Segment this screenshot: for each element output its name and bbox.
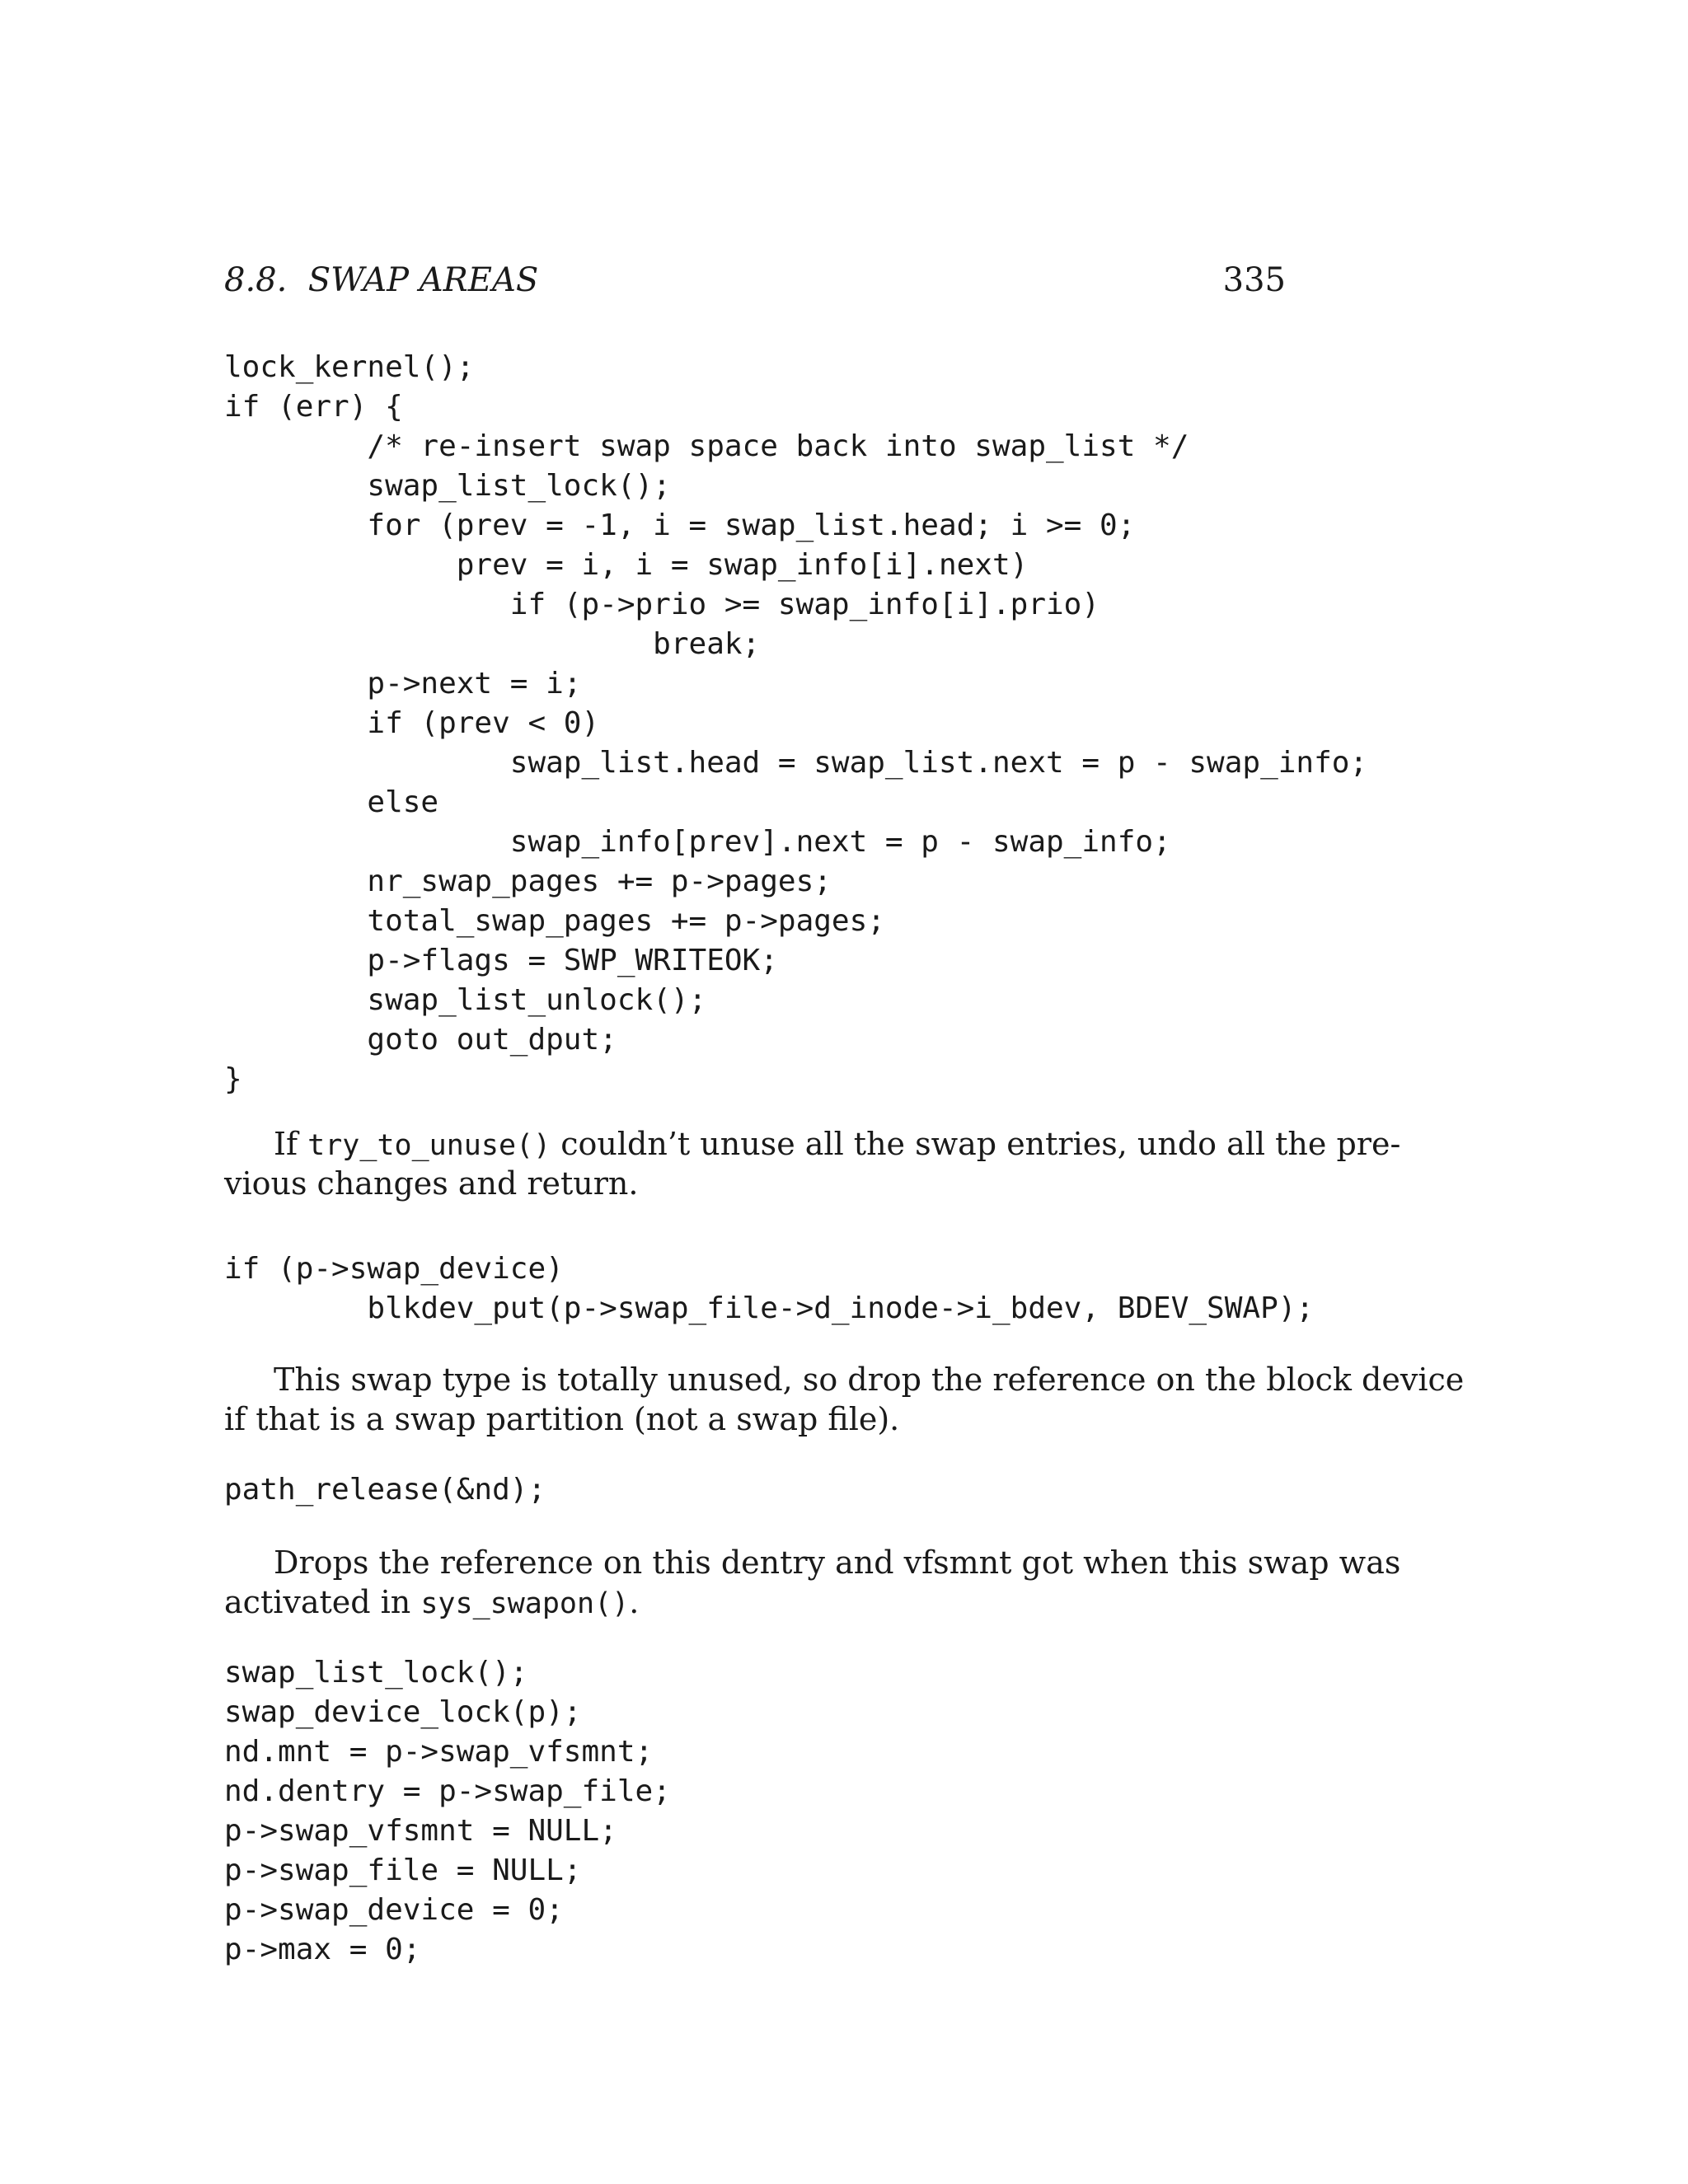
code-line: p->swap_device = 0;	[224, 1893, 564, 1927]
paragraph-line: Drops the reference on this dentry and vfsmnt got when this swap was	[274, 1544, 1401, 1581]
code-line: nd.dentry = p->swap_file;	[224, 1774, 671, 1808]
paragraph-line: This swap type is totally unused, so drop the reference on the block device	[274, 1361, 1465, 1398]
paragraph-line: vious changes and return.	[224, 1165, 639, 1202]
code-line: else	[224, 785, 439, 819]
code-line: for (prev = -1, i = swap_list.head; i >= 0;	[224, 509, 1136, 542]
code-line: goto out_dput;	[224, 1023, 617, 1057]
code-line: p->swap_vfsmnt = NULL;	[224, 1814, 617, 1848]
code-line: swap_list_lock();	[224, 469, 671, 503]
paragraph-line	[224, 1582, 1286, 1622]
page-header	[224, 255, 1286, 305]
code-line: swap_list_lock();	[224, 1656, 528, 1690]
code-line: swap_device_lock(p);	[224, 1695, 582, 1729]
running-head: 8.8. SWAP AREAS	[224, 261, 539, 299]
page-number: 335	[1222, 261, 1286, 299]
code-line: p->swap_file = NULL;	[224, 1854, 582, 1887]
code-line: swap_list_unlock();	[224, 983, 707, 1017]
code-line: /* re-insert swap space back into swap_list */	[224, 429, 1189, 463]
paragraph-line: if that is a swap partition (not a swap file).	[224, 1401, 900, 1437]
code-block-blkdev-put	[224, 1249, 1337, 1329]
code-line: prev = i, i = swap_info[i].next)	[224, 548, 1029, 582]
code-line: break;	[224, 627, 761, 661]
code-line: path_release(&nd);	[224, 1473, 546, 1507]
text-run: If	[274, 1126, 308, 1162]
code-line: if (err) {	[224, 390, 403, 424]
paragraph-line	[224, 1124, 1401, 1164]
inline-code: sys_swapon()	[420, 1587, 630, 1620]
code-line: p->next = i;	[224, 667, 582, 701]
paragraph-try-to-unuse	[224, 1124, 1401, 1203]
code-line: swap_list.head = swap_list.next = p - swap_info;	[224, 746, 1368, 780]
code-listing	[224, 1470, 1337, 1510]
code-line: nd.mnt = p->swap_vfsmnt;	[224, 1735, 654, 1769]
code-line: if (p->prio >= swap_info[i].prio)	[224, 588, 1100, 621]
code-line: p->flags = SWP_WRITEOK;	[224, 944, 778, 977]
paragraph-drops-reference	[224, 1543, 1401, 1622]
code-block-reset-fields	[224, 1653, 1337, 1970]
code-line: p->max = 0;	[224, 1933, 421, 1966]
code-line: if (p->swap_device)	[224, 1252, 564, 1286]
paragraph-swap-type-unused	[224, 1360, 1465, 1439]
code-line: total_swap_pages += p->pages;	[224, 904, 885, 938]
text-run: activated in	[224, 1584, 421, 1620]
code-line: nr_swap_pages += p->pages;	[224, 865, 832, 898]
code-listing	[224, 1653, 1337, 1970]
code-listing	[224, 1249, 1337, 1329]
code-line: swap_info[prev].next = p - swap_info;	[224, 825, 1171, 859]
code-listing	[224, 348, 1368, 1099]
code-block-path-release	[224, 1470, 1337, 1510]
text-run: couldn’t unuse all the swap entries, undo all the pre-	[551, 1126, 1401, 1162]
code-line: blkdev_put(p->swap_file->d_inode->i_bdev, BDEV_SWAP);	[224, 1291, 1315, 1325]
inline-code: try_to_unuse()	[307, 1129, 551, 1162]
code-block-error-handling	[224, 348, 1368, 1099]
code-line: lock_kernel();	[224, 350, 475, 384]
code-line: if (prev < 0)	[224, 706, 600, 740]
code-line: }	[224, 1062, 242, 1096]
text-run: .	[629, 1584, 640, 1620]
